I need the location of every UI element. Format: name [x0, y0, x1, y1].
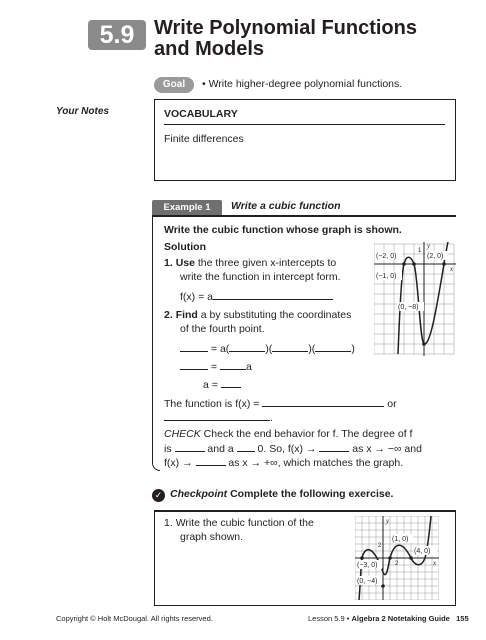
eq1-p2: )(	[308, 343, 316, 355]
point-neg2-0	[402, 262, 406, 266]
label-1-0: (1, 0)	[392, 536, 409, 543]
check-line-2	[164, 441, 422, 456]
step-1-text-b: write the function in intercept form.	[180, 271, 341, 283]
step-2-verb: Find	[175, 309, 198, 321]
check-line-3	[164, 455, 403, 470]
title-line-1: Write Polynomial Functions	[154, 17, 417, 39]
step-2	[164, 308, 351, 322]
footer-lesson: Lesson 5.9 •	[308, 614, 352, 623]
answer-blank[interactable]	[164, 410, 270, 421]
label-4-0: (4, 0)	[414, 548, 431, 555]
check-3a: f(x) →	[164, 457, 196, 469]
substitution-equation	[180, 341, 355, 356]
label-2-0: (2, 0)	[427, 253, 444, 260]
check-3b: as x → +∞, which matches the graph.	[225, 457, 404, 469]
eq1-p1: )(	[265, 343, 273, 355]
footer-guide: Algebra 2 Notetaking Guide	[351, 614, 450, 623]
answer-blank[interactable]	[221, 377, 241, 388]
eq1-end: )	[351, 343, 355, 355]
step-2-text-a: a by substituting the coordinates	[197, 309, 352, 321]
answer-blank[interactable]	[272, 341, 308, 352]
eq1-mid: = a(	[208, 343, 230, 355]
page-number: 155	[456, 614, 469, 623]
example-tab: Example 1	[152, 200, 222, 215]
lesson-number-badge: 5.9	[88, 20, 146, 50]
y-axis-label: y	[386, 517, 390, 525]
answer-blank[interactable]	[315, 341, 351, 352]
point-2-0	[442, 262, 446, 266]
footer-copyright: Copyright © Holt McDougal. All rights reserved.	[56, 614, 213, 623]
example-title: Write a cubic function	[231, 200, 341, 212]
period-text: .	[270, 412, 273, 424]
vocabulary-heading: VOCABULARY	[164, 108, 238, 120]
x-axis-label: x	[433, 559, 437, 567]
checkpoint-heading	[170, 488, 393, 500]
step-1-verb: Use	[175, 257, 195, 269]
item-number: 1.	[164, 517, 173, 529]
title-line-2: and Models	[154, 38, 265, 60]
goal-text: • Write higher-degree polynomial functions.	[202, 78, 403, 90]
check-label: CHECK	[164, 428, 201, 440]
vocabulary-term: Finite differences	[164, 133, 244, 145]
page-title	[154, 18, 454, 60]
eq2-end: a	[245, 361, 252, 373]
answer-blank[interactable]	[175, 441, 205, 452]
check-line-1	[164, 427, 412, 441]
function-is-text: The function is f(x) =	[164, 398, 263, 410]
checkpoint-icon: ✓	[152, 489, 165, 502]
checkpoint-item-line-1	[164, 516, 314, 530]
example-rule	[152, 215, 456, 217]
answer-blank[interactable]	[220, 359, 246, 370]
answer-blank[interactable]	[237, 441, 255, 452]
example-graph	[374, 242, 456, 356]
check-2a: is	[164, 443, 175, 455]
simplified-equation	[180, 359, 252, 374]
fx-equals-a: f(x) = a	[180, 291, 213, 303]
answer-blank[interactable]	[180, 359, 208, 370]
vocabulary-rule	[164, 124, 445, 125]
label-neg1-0: (−1, 0)	[376, 273, 397, 280]
answer-blank[interactable]	[229, 341, 265, 352]
y-axis-label: y	[427, 242, 431, 250]
point-4-0	[409, 556, 413, 560]
checkpoint-title: Complete the following exercise.	[227, 488, 394, 500]
footer-lesson-ref	[308, 614, 469, 623]
answer-blank[interactable]	[262, 396, 384, 407]
label-neg2-0: (−2, 0)	[376, 253, 397, 260]
step-2-number: 2.	[164, 309, 173, 321]
example-prompt: Write the cubic function whose graph is shown.	[164, 224, 402, 236]
answer-blank[interactable]	[213, 289, 333, 300]
or-text: or	[384, 398, 397, 410]
x-axis-label: x	[450, 265, 454, 273]
tick-label-2-x: 2	[395, 561, 399, 567]
point-neg3-0	[360, 556, 364, 560]
checkpoint-item-line-2: graph shown.	[180, 531, 244, 543]
point-0-neg8	[422, 342, 426, 346]
function-result	[164, 396, 397, 411]
eq3: a =	[203, 379, 221, 391]
check-2c: 0. So, f(x) →	[254, 443, 320, 455]
label-0-neg8: (0, −8)	[398, 304, 419, 311]
a-value-equation	[203, 377, 241, 392]
graph-grid	[374, 244, 454, 354]
solution-label: Solution	[164, 241, 206, 253]
intercept-form-equation	[180, 289, 333, 304]
check-text-1: Check the end behavior for f. The degree of f	[200, 428, 413, 440]
checkpoint-graph	[355, 516, 439, 600]
step-1-number: 1.	[164, 257, 173, 269]
eq2-mid: =	[208, 361, 220, 373]
item-text-1: Write the cubic function of the	[175, 517, 314, 529]
step-2-text-b: of the fourth point.	[180, 323, 265, 335]
point-1-0	[388, 556, 392, 560]
tick-label-2-y: 2	[378, 543, 382, 549]
example-border	[152, 215, 160, 471]
function-result-line-2	[164, 410, 273, 425]
checkpoint-label: Checkpoint	[170, 488, 228, 500]
your-notes-label: Your Notes	[56, 106, 109, 117]
step-1-text-a: the three given x-intercepts to	[194, 257, 337, 269]
check-2b: and a	[204, 443, 237, 455]
label-0-neg4: (0, −4)	[357, 578, 378, 585]
tick-label-1: 1	[418, 248, 422, 254]
goal-label: Goal	[154, 77, 194, 93]
check-2d: as x → −∞ and	[349, 443, 422, 455]
step-1	[164, 256, 336, 270]
answer-blank[interactable]	[196, 455, 226, 466]
label-neg3-0: (−3, 0)	[357, 562, 378, 569]
answer-blank[interactable]	[319, 441, 349, 452]
answer-blank[interactable]	[180, 341, 208, 352]
point-neg1-0	[412, 262, 416, 266]
